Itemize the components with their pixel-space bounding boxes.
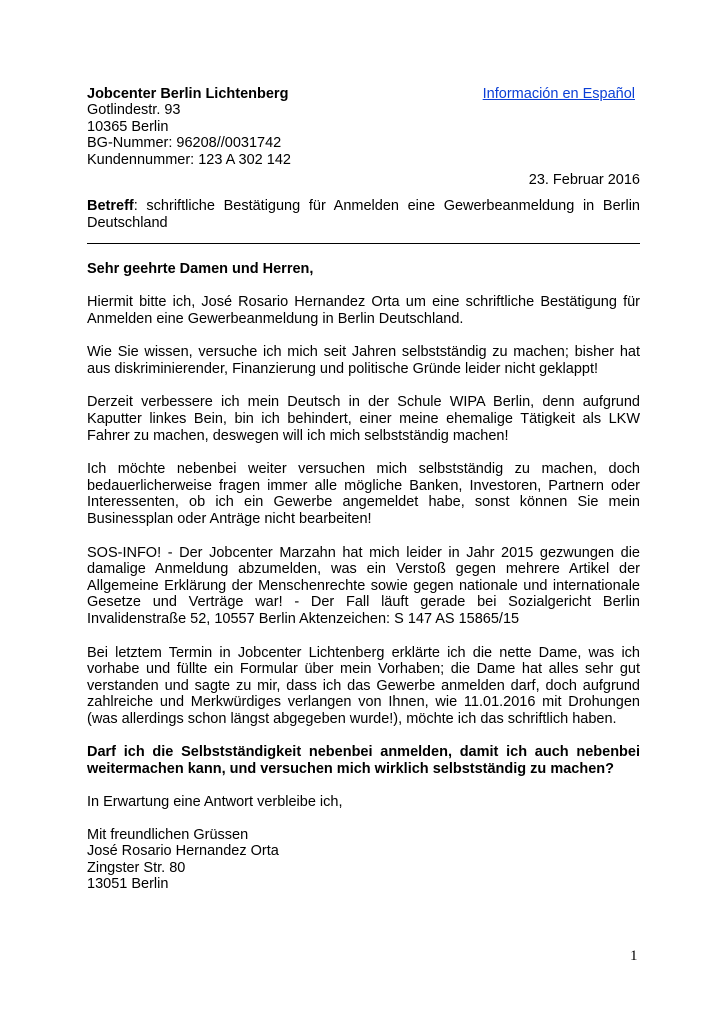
bg-number: BG-Nummer: 96208//0031742 [87, 135, 282, 152]
closing-line: In Erwartung eine Antwort verbleibe ich, [87, 793, 343, 810]
paragraph-request: Hiermit bitte ich, José Rosario Hernandez Orta um eine schriftliche Bestätigung für Anmelden eine Gewerbeanmeldung in Berlin Deutschland. [87, 294, 640, 327]
question-paragraph: Darf ich die Selbstständigkeit nebenbei anmelden, damit ich auch nebenbei weitermachen kann, und versuchen mich wirklich selbstständig zu machen? [87, 744, 640, 778]
subject-line [87, 198, 640, 231]
signature-block [87, 827, 640, 893]
header-divider [87, 243, 640, 244]
letter-page [87, 86, 640, 893]
page-number: 1 [630, 948, 638, 964]
paragraph-background: Wie Sie wissen, versuche ich mich seit Jahren selbstständig zu machen; bisher hat aus diskriminierender, Finanzierung und politische Gründe leider nicht geklappt! [87, 344, 640, 377]
customer-number: Kundennummer: 123 A 302 142 [87, 151, 291, 168]
recipient-city: 10365 Berlin [87, 118, 169, 135]
recipient-street: Gotlindestr. 93 [87, 102, 181, 119]
signature-city: 13051 Berlin [87, 876, 169, 893]
subject-text: : schriftliche Bestätigung für Anmelden eine Gewerbeanmeldung in Berlin Deutschland [87, 198, 640, 232]
recipient-name: Jobcenter Berlin Lichtenberg [87, 86, 289, 102]
subject-label: Betreff [87, 198, 134, 215]
paragraph-last-appointment: Bei letztem Termin in Jobcenter Lichtenberg erklärte ich die nette Dame, was ich vorhabe und füllte ein Formular über mein Vorhaben; die Dame hat alles sehr gut verstanden und sagte zu mir, dass ich das Gewerbe anmelden darf, doch aufgrund zahlreiche und Merkwürdiges verlangen von Ihnen, wie 11.01.2016 mit Drohungen (was allerdings schon längst abgegeben wurde!), möchte ich das schriftlich haben. [87, 644, 640, 727]
salutation: Sehr geehrte Damen und Herren, [87, 260, 314, 277]
signature-greeting: Mit freundlichen Grüssen [87, 827, 249, 844]
paragraph-banks: Ich möchte nebenbei weiter versuchen mich selbstständig zu machen, doch bedauerlicherweise fragen immer alle mögliche Banken, Investoren, Partnern oder Interessenten, ob ich ein Gewerbe angemeldet habe, sonst können Sie mein Businessplan oder Anträge nicht bearbeiten! [87, 461, 640, 527]
spanish-info-link[interactable]: Información en Español [482, 86, 635, 102]
paragraph-sos-info: SOS-INFO! - Der Jobcenter Marzahn hat mich leider in Jahr 2015 gezwungen die damalige Anmeldung abzumelden, was ein Verstoß gegen mehrere Artikel der Allgemeine Erklärung der Menschenrechte sowie gegen nationale und internationale Gesetze und Verträge war! - Der Fall läuft gerade bei Sozialgericht Berlin Invalidenstraße 52, 10557 Berlin Aktenzeichen: S 147 AS 15865/15 [87, 544, 640, 627]
letter-header [87, 86, 640, 102]
letter-date: 23. Februar 2016 [528, 172, 640, 189]
paragraph-situation: Derzeit verbessere ich mein Deutsch in der Schule WIPA Berlin, denn aufgrund Kaputter linkes Bein, bin ich behindert, einer meine ehemalige Tätigkeit als LKW Fahrer zu machen, deswegen will ich mich selbstständig machen! [87, 394, 640, 444]
signature-name: José Rosario Hernandez Orta [87, 843, 279, 860]
signature-street: Zingster Str. 80 [87, 859, 186, 876]
